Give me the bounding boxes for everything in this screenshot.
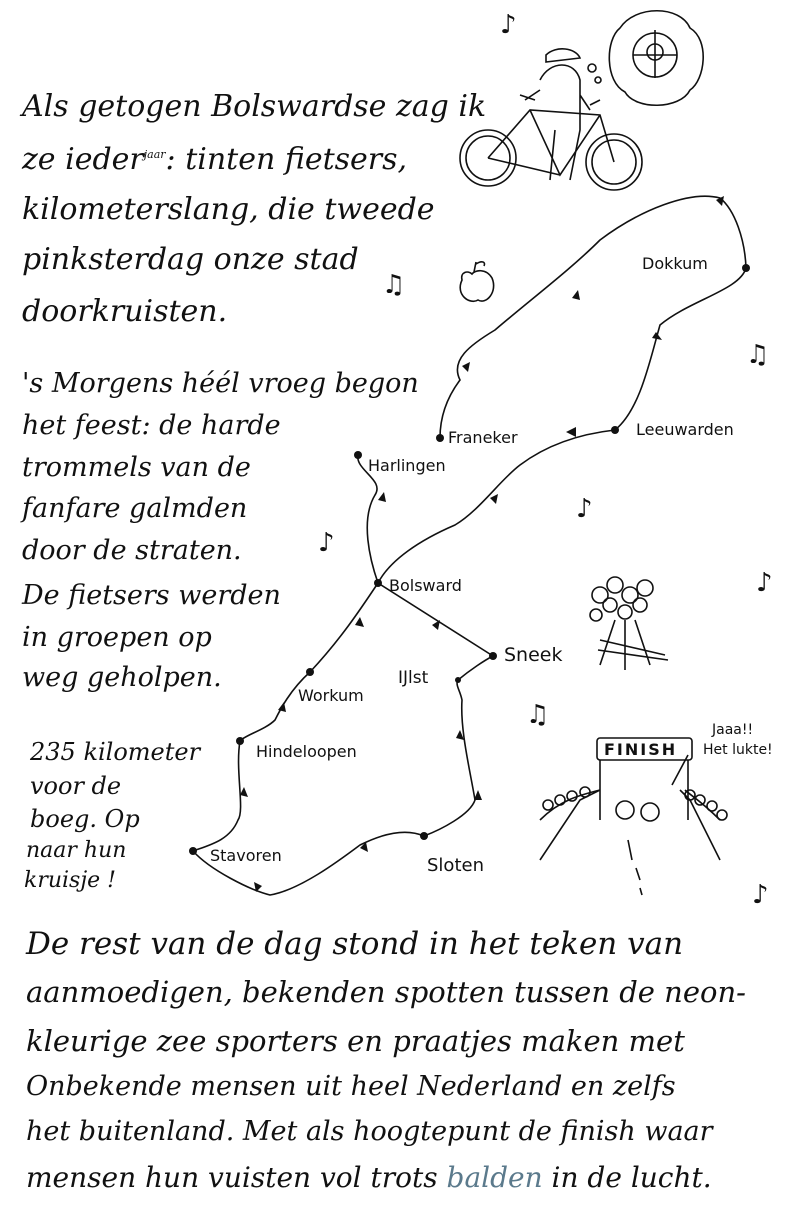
bicycle-illustration bbox=[460, 49, 642, 190]
intro-superscript: jaar bbox=[143, 148, 166, 161]
dot-franeker bbox=[436, 434, 444, 442]
music-note-icon: ♪ bbox=[500, 10, 517, 40]
middle-line: trommels van de bbox=[22, 452, 251, 483]
middle-line: in groepen op bbox=[22, 622, 212, 653]
finish-banner: FINISH bbox=[604, 740, 678, 759]
music-note-icon: ♪ bbox=[318, 528, 335, 558]
bottom-line-6c: in de lucht. bbox=[551, 1161, 712, 1194]
bottom-line: kleurige zee sporters en praatjes maken met bbox=[26, 1024, 685, 1058]
intro-line-1: Als getogen Bolswardse zag ik bbox=[22, 89, 487, 124]
music-note-icon: ♪ bbox=[752, 880, 769, 910]
bottom-line-6a: mensen hun vuisten vol trots bbox=[26, 1161, 438, 1194]
intro-line-2a: ze ieder bbox=[22, 142, 144, 177]
distance-line: boeg. Op bbox=[30, 805, 140, 833]
flower-bouquet-icon bbox=[590, 577, 668, 670]
city-ijlst: IJlst bbox=[398, 668, 429, 688]
music-notes-icon: ♫ bbox=[746, 340, 770, 370]
cross-badge-bubble bbox=[588, 11, 703, 106]
city-sneek: Sneek bbox=[504, 644, 563, 666]
city-sloten: Sloten bbox=[427, 855, 484, 876]
dot-sloten bbox=[420, 832, 428, 840]
dot-leeuwarden bbox=[611, 426, 619, 434]
city-stavoren: Stavoren bbox=[210, 846, 282, 865]
finish-speech-1: Jaaa!! bbox=[712, 722, 754, 738]
intro-line-5: doorkruisten. bbox=[22, 294, 228, 329]
dot-dokkum bbox=[742, 264, 750, 272]
dot-stavoren bbox=[189, 847, 197, 855]
middle-line: het feest: de harde bbox=[22, 410, 281, 441]
finish-speech-2: Het lukte! bbox=[703, 742, 773, 758]
music-note-icon: ♪ bbox=[576, 494, 593, 524]
bottom-line: De rest van de dag stond in het teken van bbox=[26, 926, 684, 962]
bottom-line-6b: balden bbox=[446, 1161, 543, 1194]
middle-line: door de straten. bbox=[22, 535, 242, 566]
dot-hindeloopen bbox=[236, 737, 244, 745]
dot-sneek bbox=[489, 652, 497, 660]
city-workum: Workum bbox=[298, 686, 364, 705]
distance-line: voor de bbox=[30, 772, 122, 800]
intro-line-4: pinksterdag onze stad bbox=[22, 242, 359, 277]
dot-ijlst bbox=[455, 677, 461, 683]
music-notes-icon: ♫ bbox=[382, 270, 406, 300]
finish-scene bbox=[540, 738, 727, 895]
city-bolsward: Bolsward bbox=[389, 576, 462, 595]
distance-line: 235 kilometer bbox=[30, 738, 201, 766]
city-harlingen: Harlingen bbox=[368, 456, 446, 475]
middle-line: 's Morgens héél vroeg begon bbox=[22, 368, 419, 399]
middle-line: fanfare galmden bbox=[22, 493, 248, 524]
music-note-icon: ♪ bbox=[756, 568, 773, 598]
intro-line-3: kilometerslang, die tweede bbox=[22, 192, 435, 227]
dot-workum bbox=[306, 668, 314, 676]
bottom-line: Onbekende mensen uit heel Nederland en zelfs bbox=[26, 1071, 676, 1102]
intro-line-2b: : tinten fietsers, bbox=[165, 142, 408, 177]
city-hindeloopen: Hindeloopen bbox=[256, 742, 357, 761]
apple-icon bbox=[460, 262, 493, 301]
bottom-line: aanmoedigen, bekenden spotten tussen de neon- bbox=[26, 975, 746, 1009]
distance-line: naar hun bbox=[26, 838, 127, 863]
middle-line: weg geholpen. bbox=[22, 662, 222, 693]
dot-harlingen bbox=[354, 451, 362, 459]
bottom-line-6 bbox=[26, 1161, 712, 1194]
city-leeuwarden: Leeuwarden bbox=[636, 420, 734, 439]
distance-line: kruisje ! bbox=[24, 868, 117, 893]
dot-bolsward bbox=[374, 579, 382, 587]
bottom-line: het buitenland. Met als hoogtepunt de finish waar bbox=[26, 1116, 713, 1147]
city-dokkum: Dokkum bbox=[642, 254, 708, 273]
city-franeker: Franeker bbox=[448, 428, 518, 447]
middle-line: De fietsers werden bbox=[22, 580, 281, 611]
music-notes-icon: ♫ bbox=[526, 700, 550, 730]
